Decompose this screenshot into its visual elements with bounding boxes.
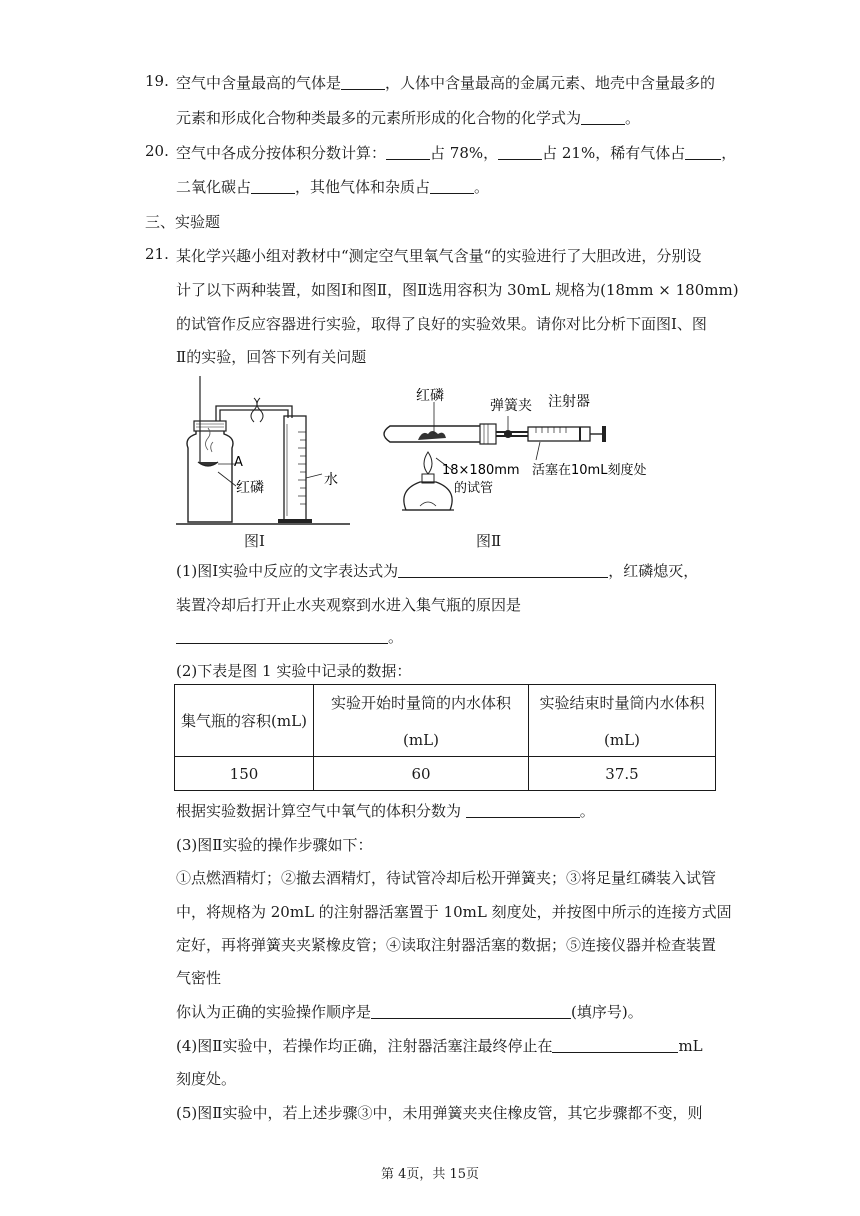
- label-red-phosphorus: 红磷: [236, 480, 264, 496]
- answer-blank[interactable]: [386, 145, 430, 160]
- figure-2-caption: 图Ⅱ: [476, 532, 502, 550]
- question-19-line-1: [176, 72, 715, 93]
- part-3-question: [176, 1001, 643, 1022]
- label-spring-clip: 弹簧夹: [490, 398, 532, 414]
- q20-text-e: 二氧化碳占: [176, 178, 252, 196]
- header-end-volume: [529, 685, 716, 757]
- part-4-line-1: [176, 1035, 703, 1056]
- answer-blank[interactable]: [398, 563, 608, 578]
- cell-end-volume: 37.5: [529, 757, 716, 791]
- part-4-line-2: 刻度处。: [176, 1070, 237, 1088]
- answer-blank[interactable]: [341, 75, 385, 90]
- phosphorus-pointer: [218, 472, 236, 486]
- label-red-phosphorus-2: 红磷: [416, 388, 444, 404]
- part-1-line-3: [176, 626, 403, 647]
- gas-bottle: [187, 428, 233, 522]
- answer-blank[interactable]: [466, 803, 580, 818]
- part-2-intro: (2)下表是图 1 实验中记录的数据：: [176, 662, 412, 680]
- q19-text-c: 元素和形成化合物种类最多的元素所形成的化合物的化学式为: [176, 109, 582, 127]
- q21-intro-4: Ⅱ的实验，回答下列有关问题: [176, 348, 367, 366]
- table-row: [175, 757, 716, 791]
- part-2-text-c: 。: [579, 802, 595, 820]
- question-19-number: 19.: [145, 72, 169, 90]
- answer-blank[interactable]: [581, 110, 625, 125]
- question-21-number: 21.: [145, 245, 169, 263]
- q19-text-a: 空气中含量最高的气体是: [176, 74, 342, 92]
- answer-blank[interactable]: [430, 179, 474, 194]
- q21-intro-3: 的试管作反应容器进行实验，取得了良好的实验效果。请你对比分析下面图Ⅰ、图: [176, 315, 707, 333]
- question-20-line-2: [176, 176, 489, 197]
- cylinder-base: [278, 519, 312, 523]
- q21-intro-2: 计了以下两种装置，如图Ⅰ和图Ⅱ，图Ⅱ选用容积为 30mL 规格为(18mm × 180mm): [176, 281, 739, 299]
- question-19-line-2: [176, 107, 640, 128]
- question-20-number: 20.: [145, 142, 169, 160]
- header-start-unit: (mL): [403, 731, 439, 749]
- header-start-text: 实验开始时量筒的内水体积: [330, 694, 511, 712]
- answer-blank[interactable]: [552, 1038, 678, 1053]
- part-4-text-b: mL: [678, 1037, 703, 1055]
- alcohol-lamp: [404, 482, 452, 510]
- answer-blank[interactable]: [498, 145, 542, 160]
- part-2-question: [176, 800, 595, 821]
- steps-line-3: 定好，再将弹簧夹夹紧橡皮管；④读取注射器活塞的数据；⑤连接仪器并检查装置: [176, 936, 717, 954]
- part-2-text-b: 根据实验数据计算空气中氧气的体积分数为: [176, 802, 462, 820]
- header-bottle-volume: 集气瓶的容积(mL): [175, 685, 314, 757]
- q20-text-c: 占 21%，稀有气体占: [542, 144, 686, 162]
- header-end-text: 实验结束时量筒内水体积: [539, 694, 705, 712]
- answer-blank[interactable]: [251, 179, 295, 194]
- header-start-volume: [314, 685, 529, 757]
- page-footer: 第 4页，共 15页: [380, 1167, 480, 1182]
- cell-bottle-volume: 150: [175, 757, 314, 791]
- label-water: 水: [324, 472, 338, 488]
- part-1-text-b: ，红磷熄灭，: [608, 562, 699, 580]
- part-1-text-a: (1)图Ⅰ实验中反应的文字表达式为: [176, 562, 399, 580]
- steps-line-2: 中，将规格为 20mL 的注射器活塞置于 10mL 刻度处，并按图中所示的连接方式固: [176, 903, 732, 921]
- spring-clip: [504, 430, 512, 438]
- label-piston: 活塞在10mL刻度处: [532, 463, 647, 478]
- part-3-text-c: (填序号)。: [571, 1003, 643, 1021]
- rubber-stopper: [194, 421, 226, 431]
- q20-text-b: 占 78%，: [430, 144, 499, 162]
- table-header-row: [175, 685, 716, 757]
- label-tube: 的试管: [454, 481, 494, 496]
- part-3-intro: (3)图Ⅱ实验的操作步骤如下：: [176, 836, 373, 854]
- part-1-line-2: 装置冷却后打开止水夹观察到水进入集气瓶的原因是: [176, 596, 522, 614]
- part-1-text-d: 。: [388, 628, 404, 646]
- header-end-unit: (mL): [604, 731, 640, 749]
- data-table: [174, 684, 716, 791]
- q20-text-f: ，其他气体和杂质占: [295, 178, 431, 196]
- q19-text-b: ，人体中含量最高的金属元素、地壳中含量最多的: [385, 74, 716, 92]
- steps-line-4: 气密性: [176, 969, 222, 987]
- figure-1-caption: 图Ⅰ: [244, 532, 265, 550]
- label-tube-size: 18×180mm: [442, 463, 520, 478]
- part-3-text-b: 你认为正确的实验操作顺序是: [176, 1003, 372, 1021]
- combustion-spoon: [198, 462, 218, 466]
- cell-start-volume: 60: [314, 757, 529, 791]
- figure-2-apparatus: [376, 378, 647, 526]
- steps-line-1: ①点燃酒精灯；②撤去酒精灯，待试管冷却后松开弹簧夹；③将足量红磷装入试管: [176, 869, 717, 887]
- answer-blank[interactable]: [176, 629, 388, 644]
- red-phosphorus: [418, 431, 446, 440]
- q20-text-a: 空气中各成分按体积分数计算：: [176, 144, 387, 162]
- delivery-tube: [216, 406, 292, 421]
- q20-text-g: 。: [474, 178, 490, 196]
- q19-text-d: 。: [625, 109, 641, 127]
- part-1-line-1: [176, 560, 698, 581]
- cylinder-ticks: [298, 432, 306, 504]
- syringe-ticks: [536, 427, 566, 433]
- part-4-text-a: (4)图Ⅱ实验中，若操作均正确，注射器活塞注最终停止在: [176, 1037, 553, 1055]
- label-a: A: [234, 455, 243, 470]
- answer-blank[interactable]: [371, 1004, 571, 1019]
- q20-text-d: ，: [721, 144, 737, 162]
- water-pointer: [306, 474, 322, 478]
- section-title: 三、实验题: [145, 213, 221, 231]
- figure-1-apparatus: [174, 376, 354, 528]
- q21-intro-1: 某化学兴趣小组对教材中“测定空气里氧气含量“的实验进行了大胆改进，分别设: [176, 247, 702, 265]
- lamp-flame: [424, 452, 432, 474]
- label-syringe: 注射器: [548, 394, 590, 410]
- answer-blank[interactable]: [685, 145, 721, 160]
- question-20-line-1: [176, 142, 736, 163]
- part-5-line-1: (5)图Ⅱ实验中，若上述步骤③中，未用弹簧夹夹住橡皮管，其它步骤都不变，则: [176, 1104, 703, 1122]
